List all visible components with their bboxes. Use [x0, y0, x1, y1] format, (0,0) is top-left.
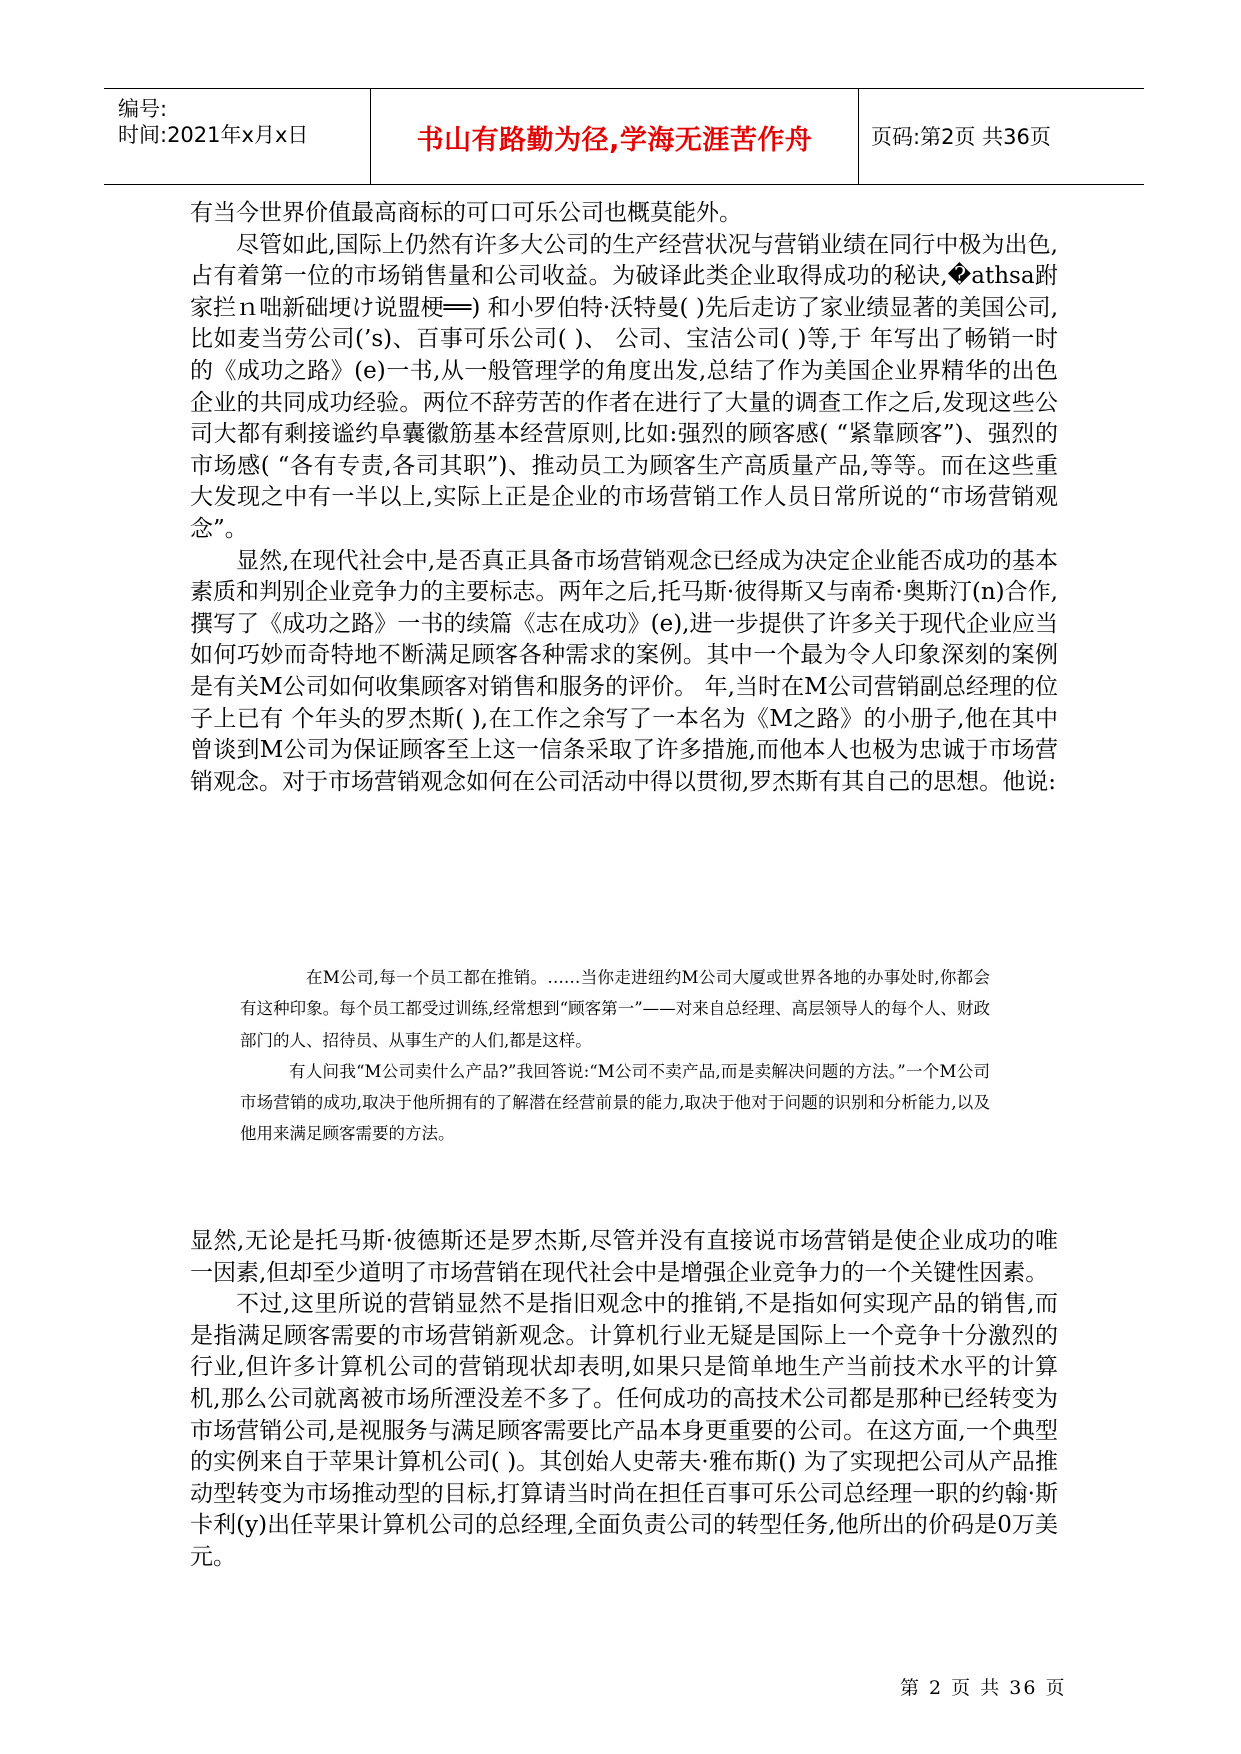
quote-paragraph: 在M公司,每一个员工都在推销。……当你走进纽约M公司大厦或世界各地的办事处时,你都会有这种印象。每个员工都受过训练,经常想到“顾客第一”——对来自总经理、高层领导人的每个人、财政部门的人、招待员、从事生产的人们,都是这样。 — [240, 968, 990, 1050]
page-footer-number: 第 2 页 共 36 页 — [900, 1677, 1067, 1699]
document-time-label: 时间:2021年x月x日 — [118, 123, 309, 147]
header-motto-cell — [370, 89, 859, 184]
paragraph: 有当今世界价值最高商标的可口可乐公司也概莫能外。 — [190, 200, 742, 226]
block-quote — [240, 962, 990, 1150]
header-info-cell — [104, 89, 369, 184]
header-motto: 书山有路勤为径,学海无涯苦作舟 — [416, 125, 813, 156]
quote-paragraph: 有人问我“M公司卖什么产品?”我回答说:“M公司不卖产品,而是卖解决问题的方法。”一个M公司市场营销的成功,取决于他所拥有的了解潜在经营前景的能力,取决于他对于问题的识别和分析能力,以及他用来满足顾客需要的方法。 — [240, 1061, 990, 1144]
paragraph: 不过,这里所说的营销显然不是指旧观念中的推销,不是指如何实现产品的销售,而是指满足顾客需要的市场营销新观念。计算机行业无疑是国际上一个竞争十分激烈的行业,但许多计算机公司的营销现状却表明,如果只是简单地生产当前技术水平的计算机,那么公司就离被市场所湮没差不多了。任何成功的高技术公司都是那种已经转变为市场营销公司,是视服务与满足顾客需要比产品本身更重要的公司。在这方面,一个典型的实例来自于苹果计算机公司( )。其创始人史蒂夫·雅布斯() 为了实现把公司从产品推动型转变为市场推动型的目标,打算请当时尚在担任百事可乐公司总经理一职的约翰·斯卡利(y)出任苹果计算机公司的总经理,全面负责公司的转型任务,他所出的价码是0万美元。 — [190, 1291, 1058, 1570]
paragraph: 显然,无论是托马斯·彼德斯还是罗杰斯,尽管并没有直接说市场营销是使企业成功的唯一因素,但却至少道明了市场营销在现代社会中是增强企业竞争力的一个关键性因素。 — [190, 1228, 1058, 1286]
main-text-continued — [190, 1226, 1058, 1574]
document-number-label: 编号: — [118, 97, 168, 121]
paragraph: 尽管如此,国际上仍然有许多大公司的生产经营状况与营销业绩在同行中极为出色,占有着第一位的市场销售量和公司收益。为破译此类企业取得成功的秘诀,�athsa跗家拦ｎ咄新础埂け说盟梗══) 和小罗伯特·沃特曼( )先后走访了家业绩显著的美国公司,比如麦当劳公司(’s)、百事可乐公司( )、 公司、宝洁公司( )等,于 年写出了畅销一时的《成功之路》(e)一书,从一般管理学的角度出发,总结了作为美国企业界精华的出色企业的共同成功经验。两位不辞劳苦的作者在进行了大量的调查工作之后,发现这些公司大都有剩接谧约阜囊徽筋基本经营原则,比如:强烈的顾客感( “紧靠顾客”)、强烈的市场感( “各有专责,各司其职”)、推动员工为顾客生产高质量产品,等等。而在这些重大发现之中有一半以上,实际上正是企业的市场营销工作人员日常所说的“市场营销观念”。 — [190, 231, 1058, 542]
header-page-number: 页码:第2页 共36页 — [871, 125, 1051, 149]
header-page-cell — [859, 89, 1144, 184]
main-text — [190, 198, 1058, 798]
page-header — [104, 88, 1144, 185]
paragraph: 显然,在现代社会中,是否真正具备市场营销观念已经成为决定企业能否成功的基本素质和判别企业竞争力的主要标志。两年之后,托马斯·彼得斯又与南希·奥斯汀(n)合作,撰写了《成功之路》一书的续篇《志在成功》(e),进一步提供了许多关于现代企业应当如何巧妙而奇特地不断满足顾客各种需求的案例。其中一个最为令人印象深刻的案例是有关M公司如何收集顾客对销售和服务的评价。 年,当时在M公司营销副总经理的位子上已有 个年头的罗杰斯( ),在工作之余写了一本名为《M之路》的小册子,他在其中曾谈到M公司为保证顾客至上这一信条采取了许多措施,而他本人也极为忠诚于市场营销观念。对于市场营销观念如何在公司活动中得以贯彻,罗杰斯有其自己的思想。他说: — [190, 547, 1058, 795]
